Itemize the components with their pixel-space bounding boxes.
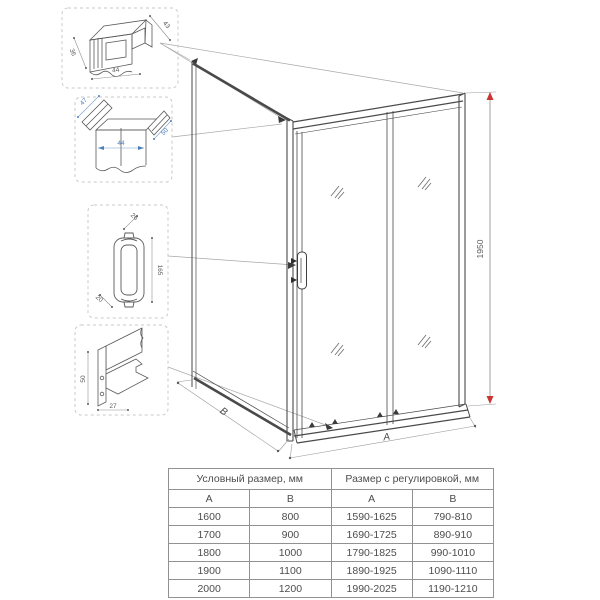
depth-dim-label: B: [217, 405, 230, 419]
height-dim-arrow-top: [487, 92, 494, 100]
table-cell: 1190-1210: [412, 580, 493, 598]
table-cell: 1890-1925: [331, 562, 412, 580]
table-row: [169, 526, 494, 544]
table-row: [169, 562, 494, 580]
wall-profile-dim-3-label: 50: [159, 126, 170, 137]
leader-arrowheads: [191, 58, 333, 430]
top-rail-dim-2-label: 44: [111, 66, 120, 75]
table-cell: 1990-2025: [331, 580, 412, 598]
size-table: [168, 468, 494, 598]
bottom-rail-dim-1-label: 50: [80, 375, 87, 383]
table-row: [169, 580, 494, 598]
detail-box-bottom-rail-profile: [75, 325, 168, 415]
table-row: [169, 508, 494, 526]
table-col-header: B: [412, 490, 493, 508]
table-cell: 1000: [250, 544, 331, 562]
table-cell: 1200: [250, 580, 331, 598]
top-rail-dim-3-label: 43: [161, 20, 172, 31]
table-cell: 1090-1110: [412, 562, 493, 580]
height-dim-label: 1950: [475, 239, 485, 259]
table-cell: 990-1010: [412, 544, 493, 562]
height-dimension: [466, 92, 496, 406]
table-group-header-nominal: Условный размер, мм: [169, 469, 332, 490]
table-cell: 1600: [169, 508, 250, 526]
table-row: [169, 544, 494, 562]
table-cell: 790-810: [412, 508, 493, 526]
handle-dim-3-label: 20: [93, 293, 105, 304]
table-col-header: A: [169, 490, 250, 508]
leader-lines: [160, 43, 463, 427]
table-col-header: A: [331, 490, 412, 508]
table-cell: 2000: [169, 580, 250, 598]
table-cell: 900: [250, 526, 331, 544]
table-cell: 1690-1725: [331, 526, 412, 544]
main-enclosure-drawing: [192, 62, 470, 443]
handle-dim-1-label: 26: [128, 211, 140, 222]
detail-box-wall-profile: [75, 95, 172, 182]
detail-box-door-handle: [88, 205, 168, 318]
height-dim-arrow-bottom: [487, 396, 494, 404]
glass-reflection-marks: [331, 177, 431, 356]
table-cell: 800: [250, 508, 331, 526]
table-cell: 1100: [250, 562, 331, 580]
table-cell: 1900: [169, 562, 250, 580]
width-dim-label: A: [382, 431, 391, 444]
table-group-header-adjustable: Размер с регулировкой, мм: [331, 469, 494, 490]
table-cell: 1790-1825: [331, 544, 412, 562]
handle-dim-2-label: 165: [156, 264, 163, 276]
wall-profile-dim-1-label: 47: [78, 96, 89, 107]
wall-profile-dim-2-label: 44: [117, 140, 125, 147]
table-cell: 1800: [169, 544, 250, 562]
table-cell: 1700: [169, 526, 250, 544]
table-cell: 890-910: [412, 526, 493, 544]
table-cell: 1590-1625: [331, 508, 412, 526]
door-rollers: [309, 409, 399, 427]
top-rail-dim-1-label: 36: [67, 47, 77, 58]
table-col-header: B: [250, 490, 331, 508]
detail-box-top-rail-profile: [62, 8, 178, 88]
width-dimension: [289, 418, 476, 459]
bottom-rail-dim-2-label: 27: [109, 403, 117, 410]
